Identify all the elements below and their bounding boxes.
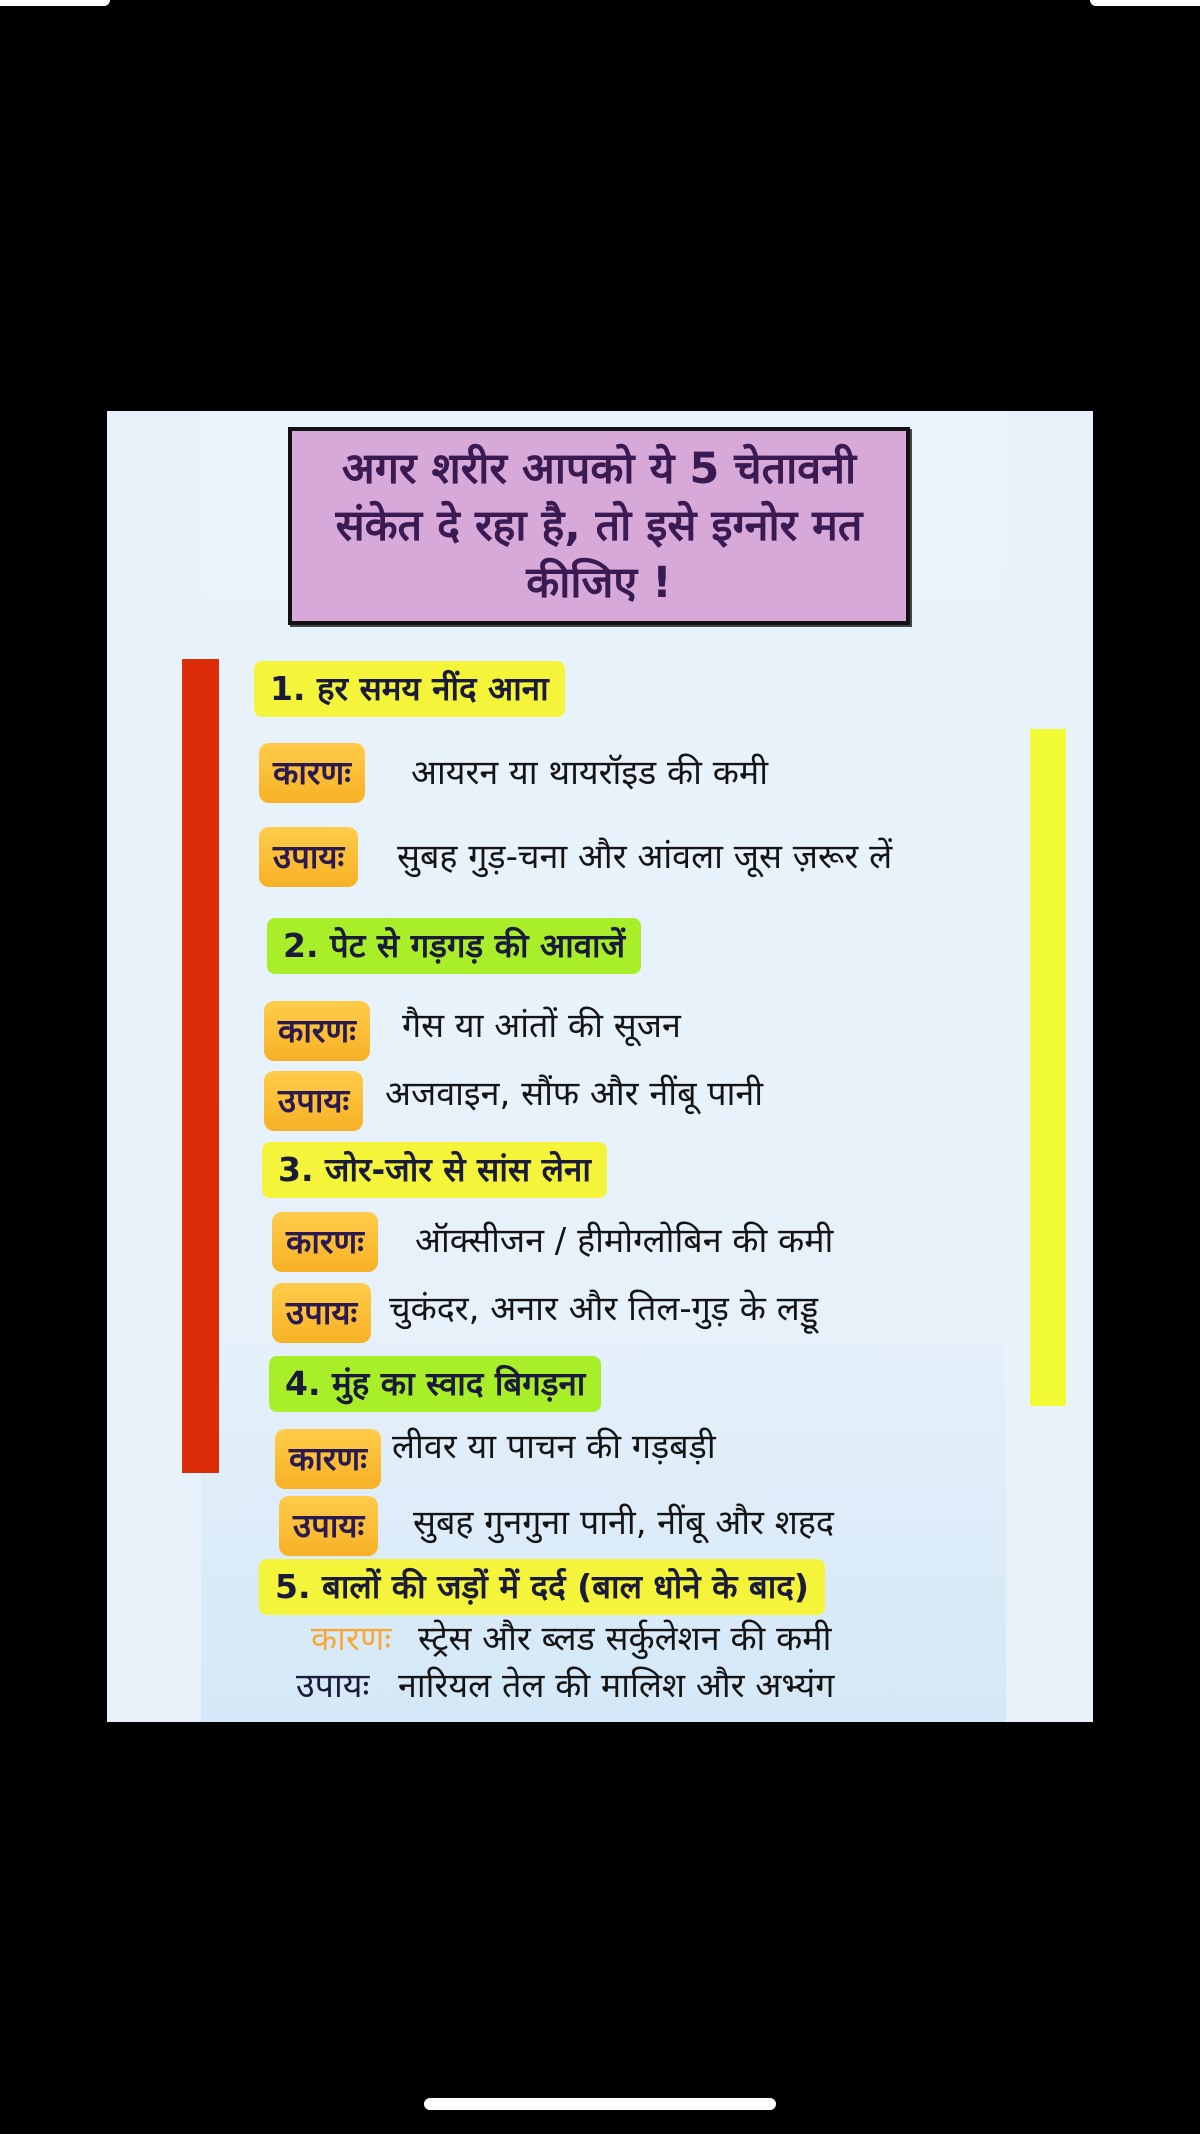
- item-1-cause-tag: कारणः: [259, 743, 365, 803]
- item-5-cause-label: कारणः: [311, 1619, 392, 1659]
- item-1-remedy-text: सुबह गुड़-चना और आंवला जूस ज़रूर लें: [397, 837, 893, 877]
- item-5-remedy-text: नारियल तेल की मालिश और अभ्यंग: [398, 1666, 835, 1706]
- item-4-heading: 4. मुंह का स्वाद बिगड़ना: [269, 1356, 601, 1412]
- item-2-remedy-tag: उपायः: [264, 1071, 363, 1131]
- item-3-remedy-tag: उपायः: [272, 1283, 371, 1343]
- item-4-remedy-tag: उपायः: [279, 1496, 378, 1556]
- item-1-cause-text: आयरन या थायरॉइड की कमी: [411, 753, 769, 793]
- item-3-cause-text: ऑक्सीजन / हीमोग्लोबिन की कमी: [415, 1221, 834, 1261]
- item-3-remedy-text: चुकंदर, अनार और तिल-गुड़ के लड्डू: [389, 1289, 819, 1329]
- item-4-remedy-text: सुबह गुनगुना पानी, नींबू और शहद: [413, 1503, 834, 1543]
- item-2-remedy-text: अजवाइन, सौंफ और नींबू पानी: [385, 1074, 764, 1114]
- home-indicator[interactable]: [424, 2098, 776, 2110]
- item-3-heading: 3. जोर-जोर से सांस लेना: [262, 1142, 607, 1198]
- item-4-cause-tag: कारणः: [275, 1429, 381, 1489]
- item-5-remedy-label: उपायः: [296, 1666, 370, 1706]
- item-3-cause-tag: कारणः: [272, 1212, 378, 1272]
- item-5-heading: 5. बालों की जड़ों में दर्द (बाल धोने के बाद): [259, 1559, 825, 1615]
- item-1-heading: 1. हर समय नींद आना: [254, 661, 565, 717]
- item-2-heading: 2. पेट से गड़गड़ की आवाजें: [267, 918, 641, 974]
- item-4-cause-text: लीवर या पाचन की गड़बड़ी: [392, 1427, 716, 1467]
- poster-title-box: [288, 427, 910, 625]
- status-edge-left: [0, 0, 110, 6]
- poster-title: अगर शरीर आपको ये 5 चेतावनी संकेत दे रहा है, तो इसे इग्नोर मत कीजिए !: [335, 443, 863, 608]
- left-accent-bar: [182, 659, 219, 1473]
- health-poster-image[interactable]: [107, 411, 1093, 1722]
- item-1-remedy-tag: उपायः: [259, 827, 358, 887]
- status-edge-right: [1090, 0, 1200, 6]
- right-accent-bar: [1030, 729, 1066, 1406]
- item-2-cause-text: गैस या आंतों की सूजन: [402, 1006, 681, 1046]
- item-2-cause-tag: कारणः: [264, 1001, 370, 1061]
- item-5-cause-text: स्ट्रेस और ब्लड सर्कुलेशन की कमी: [418, 1619, 832, 1659]
